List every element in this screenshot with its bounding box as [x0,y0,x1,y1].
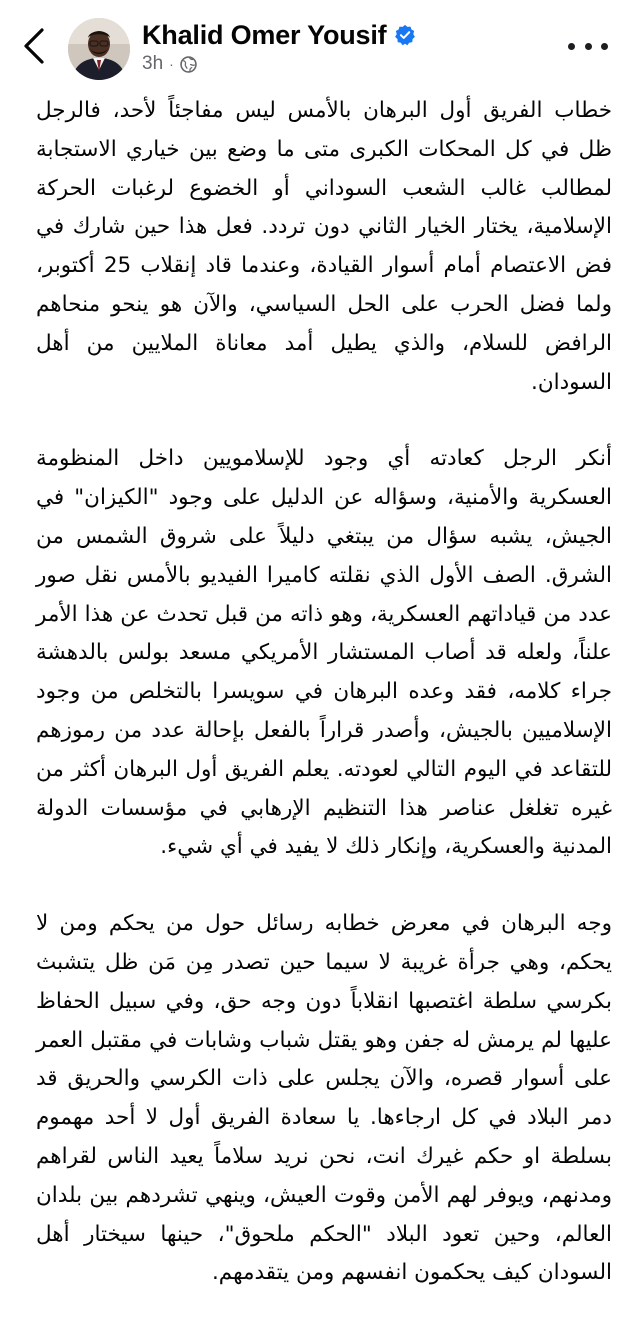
author-row [142,18,416,52]
author-photo [68,18,130,80]
more-options-button[interactable] [568,34,608,58]
author-name[interactable]: Khalid Omer Yousif [142,19,387,50]
avatar[interactable] [68,18,130,80]
more-horizontal-icon-dot-2 [585,43,592,50]
verified-badge-icon [394,24,416,46]
post-timestamp[interactable]: 3h [142,53,164,74]
post-paragraph-2: أنكر الرجل كعادته أي وجود للإسلامويين داخل المنظومة العسكرية والأمنية، وسؤاله عن الدليل على وجود "الكيزان" في الجيش، يشبه سؤال من يبتغي دليلاً على شروق الشمس من الشرق. الصف الأول الذي نقلته كاميرا الفيديو بالأمس نقل صور عدد من قياداتهم العسكرية، وهو ذاته من قبل تحدث عن هذا الأمر علناً، ولعله قد أصاب المستشار الأمريكي مسعد بولس بالدهشة جراء كلامه، فقد وعده البرهان في سويسرا بالتخلص من وجود الإسلاميين بالجيش، وأصدر قراراً بالفعل بإحالة عدد من رموزهم للتقاعد في اليوم التالي لعودته. يعلم الفريق أول البرهان أكثر من غيره تغلغل عناصر هذا التنظيم الإرهابي في مؤسسات الدولة المدنية والعسكرية، وإنكار ذلك لا يفيد في أي شيء. [36,446,612,860]
post-text [36,92,612,1331]
globe-icon [180,56,197,73]
post-paragraph-3: وجه البرهان في معرض خطابه رسائل حول من يحكم ومن لا يحكم، وهي جرأة غريبة لا سيما حين تصدر مِن مَن ظل يتشبث بكرسي سلطة اغتصبها انقلاباً دون وجه حق، وفي سبيل الحفاظ عليها لم يرمش له جفن وهو يقتل شباب وشابات في مقتبل العمر على أسوار قصره، والآن يجلس على ذات الكرسي والحريق قد دمر البلاد في كل ارجاءها. يا سعادة الفريق أول لا أحد مهموم بسلطة او حكم غيرك انت، نحن نريد سلاماً يعيد الناس لقراهم ومدنهم، ويوفر لهم الأمن وقوت العيش، وينهي تشردهم بين بلدان العالم، وحين تعود البلاد "الحكم ملحوق"، حينها سيختار أهل السودان كيف يحكمون انفسهم ومن يتقدمهم. [36,911,612,1286]
more-horizontal-icon-dot-3 [601,43,608,50]
chevron-left-icon [18,26,52,66]
meta-separator: · [169,56,174,72]
more-horizontal-icon-dot-1 [568,43,575,50]
back-button[interactable] [18,26,52,66]
post-paragraph-1: خطاب الفريق أول البرهان بالأمس ليس مفاجئاً لأحد، فالرجل ظل في كل المحكات الكبرى متى ما وضع بين خياري الاستجابة لمطالب غالب الشعب السوداني أو الخضوع لرغبات الحركة الإسلامية، يختار الخيار الثاني دون تردد. فعل هذا حين شارك في فض الاعتصام أمام أسوار القيادة، وعندما قاد إنقلاب 25 أكتوبر، ولما فضل الحرب على الحل السياسي، والآن هو ينحو منحاهم الرافض للسلام، والذي يطيل أمد معاناة الملايين من أهل السودان. [36,98,612,395]
post-header [0,0,630,92]
post-meta [142,52,197,76]
